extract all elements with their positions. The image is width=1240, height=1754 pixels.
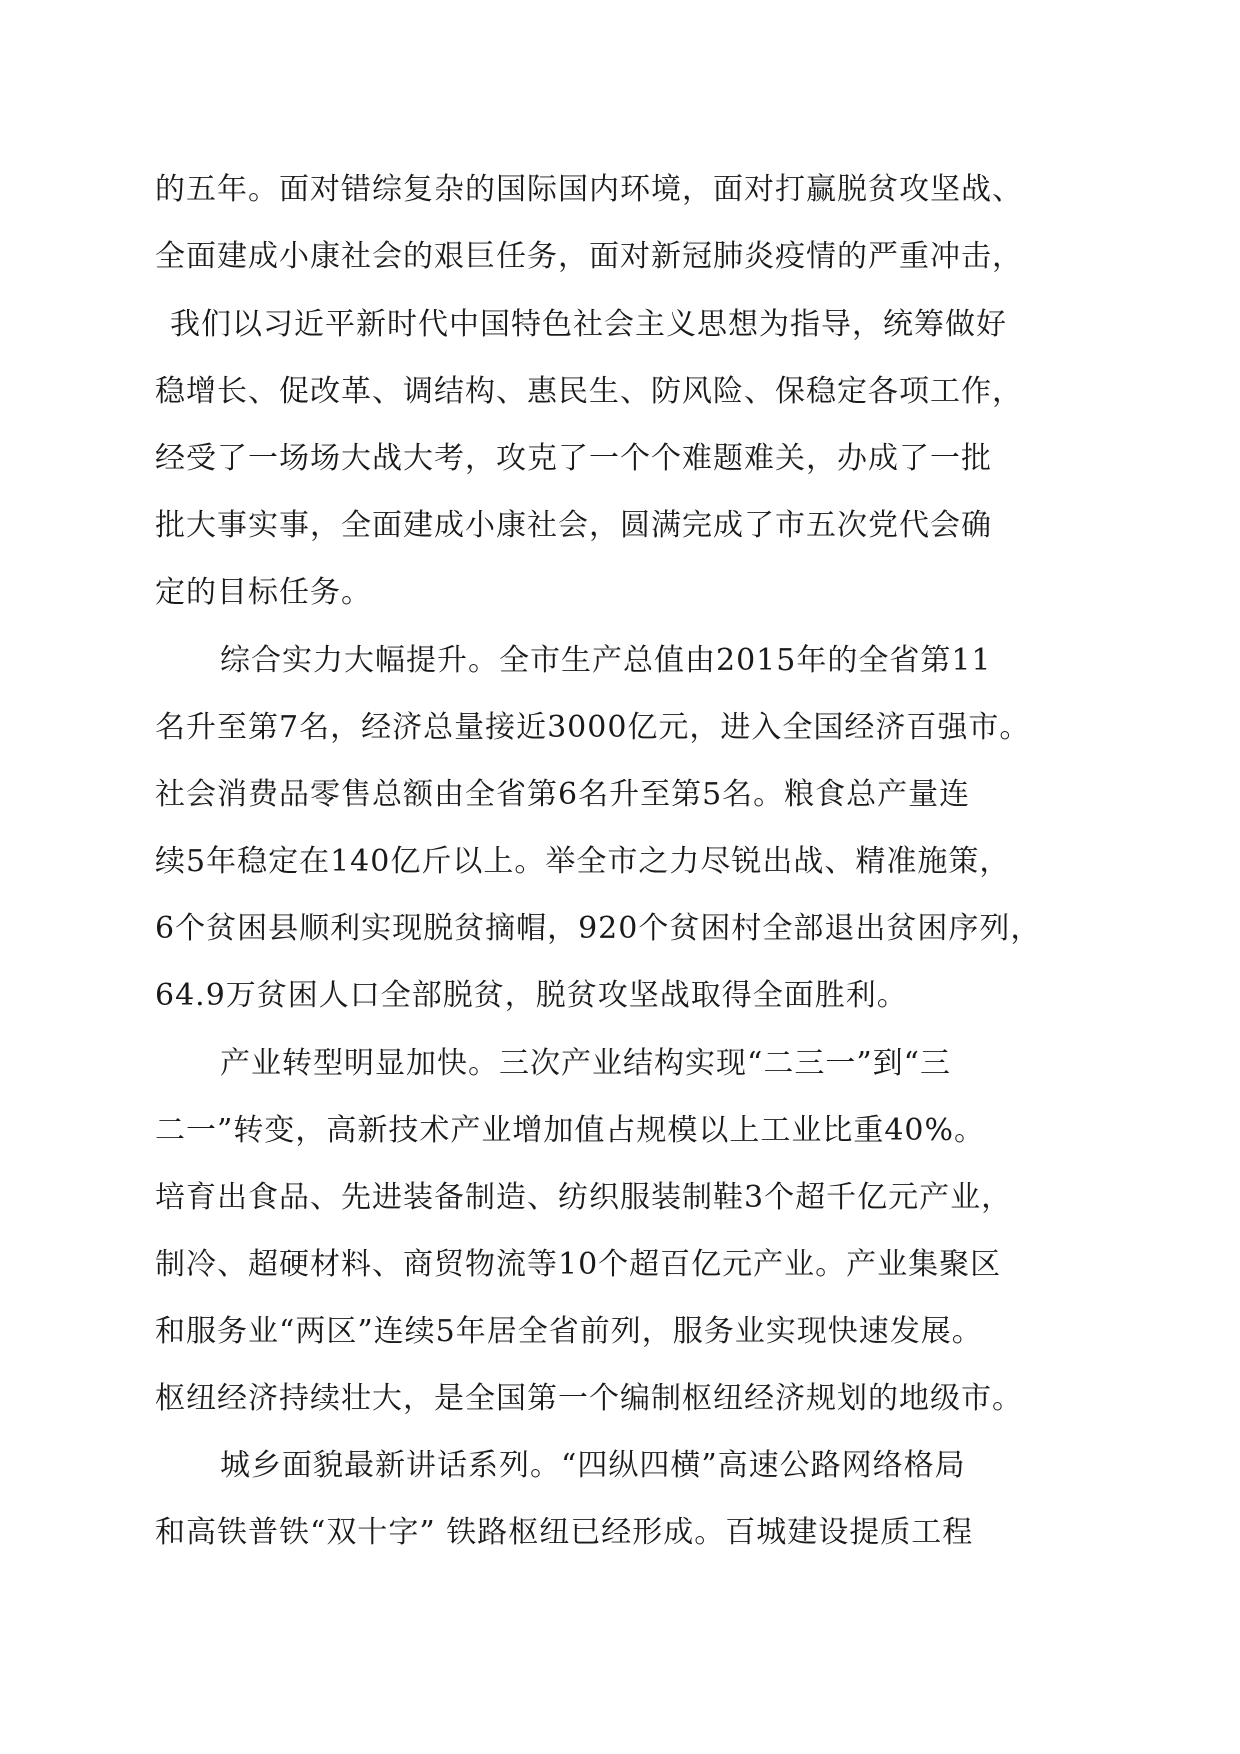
text-line-6: 批大事实事，全面建成小康社会，圆满完成了市五次党代会确 — [155, 508, 992, 543]
text-line-2: 全面建成小康社会的艰巨任务，面对新冠肺炎疫情的严重冲击， — [155, 239, 1023, 274]
text-line-5: 经受了一场场大战大考，攻克了一个个难题难关，办成了一批 — [155, 441, 992, 476]
text-line-9: 名升至第7名，经济总量接近3000亿元，进入全国经济百强市。 — [155, 710, 1031, 745]
text-line-15: 二一”转变，高新技术产业增加值占规模以上工业比重40%。 — [155, 1113, 986, 1148]
text-line-16: 培育出食品、先进装备制造、纺织服装制鞋3个超千亿元产业， — [155, 1180, 1013, 1215]
text-line-21: 和高铁普铁“双十字” 铁路枢纽已经形成。百城建设提质工程 — [155, 1515, 974, 1550]
text-line-19: 枢纽经济持续壮大，是全国第一个编制枢纽经济规划的地级市。 — [155, 1381, 1023, 1416]
text-line-1: 的五年。面对错综复杂的国际国内环境，面对打赢脱贫攻坚战、 — [155, 172, 1023, 207]
paragraph-heading-industry-transformation: 产业转型明显加快。三次产业结构实现“二三一”到“三 — [220, 1046, 952, 1081]
text-line-18: 和服务业“两区”连续5年居全省前列，服务业实现快速发展。 — [155, 1314, 983, 1349]
paragraph-heading-urban-rural: 城乡面貌最新讲话系列。“四纵四横”高速公路网络格局 — [220, 1448, 966, 1483]
text-line-4: 稳增长、促改革、调结构、惠民生、防风险、保稳定各项工作， — [155, 374, 1023, 409]
text-line-3: 我们以习近平新时代中国特色社会主义思想为指导，统筹做好 — [170, 307, 1007, 342]
text-line-10: 社会消费品零售总额由全省第6名升至第5名。粮食总产量连 — [155, 777, 971, 812]
text-line-12: 6个贫困县顺利实现脱贫摘帽，920个贫困村全部退出贫困序列， — [155, 911, 1042, 946]
paragraph-heading-comprehensive-strength: 综合实力大幅提升。全市生产总值由2015年的全省第11 — [220, 643, 992, 678]
text-line-17: 制冷、超硬材料、商贸物流等10个超百亿元产业。产业集聚区 — [155, 1247, 1002, 1282]
text-line-11: 续5年稳定在140亿斤以上。举全市之力尽锐出战、精准施策， — [155, 844, 1011, 879]
text-line-13: 64.9万贫困人口全部脱贫，脱贫攻坚战取得全面胜利。 — [155, 978, 908, 1013]
text-line-7: 定的目标任务。 — [155, 575, 372, 610]
